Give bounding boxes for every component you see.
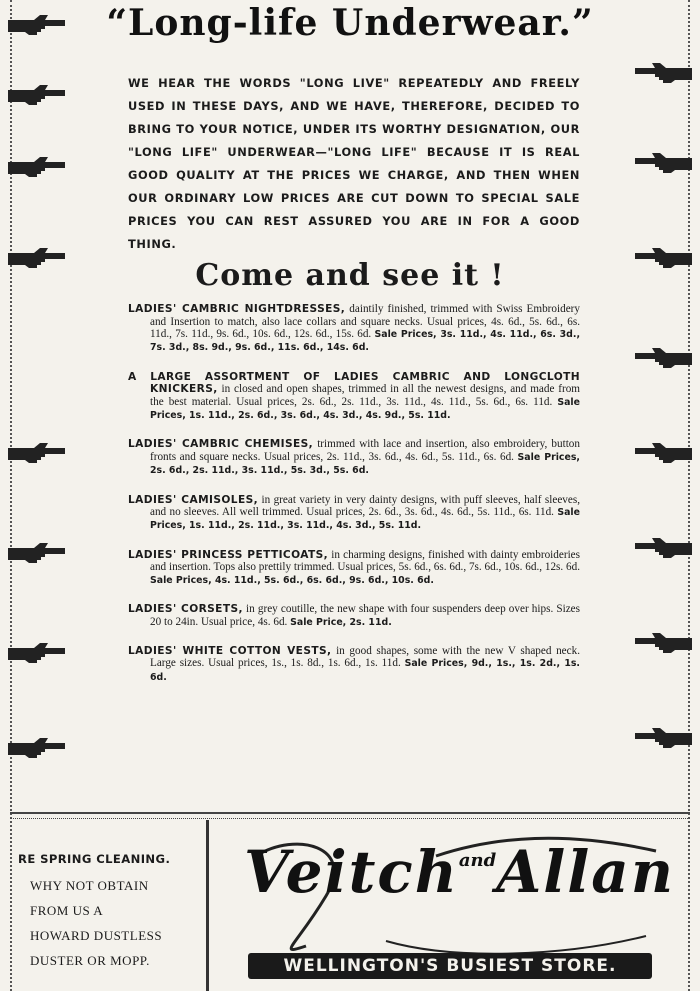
product-heading: LADIES' CAMBRIC CHEMISES, bbox=[128, 438, 314, 451]
product-heading: LADIES' CORSETS, bbox=[128, 603, 243, 616]
store-logo-text bbox=[244, 838, 676, 906]
sale-prices: Sale Prices, 4s. 11d., 5s. 6d., 6s. 6d., 9s. 6d., 10s. 6d. bbox=[150, 574, 434, 586]
notice-line: DUSTER OR MOPP. bbox=[30, 953, 150, 968]
notice-line: WHY NOT OBTAIN bbox=[30, 878, 149, 893]
pointing-hand-icon bbox=[632, 440, 694, 466]
store-logo-block bbox=[236, 836, 676, 986]
pointing-hand-icon bbox=[632, 725, 694, 751]
product-heading: A LARGE ASSORTMENT OF LADIES CAMBRIC AND LONGCLOTH KNICKERS, bbox=[128, 370, 580, 396]
right-column-rule bbox=[688, 0, 700, 991]
product-description: in grey coutille, the new shape with four suspenders deep over hips. Sizes 20 to 24in. Usual price, 4s. 6d. bbox=[150, 603, 580, 628]
product-item bbox=[128, 438, 580, 477]
product-heading: LADIES' PRINCESS PETTICOATS, bbox=[128, 548, 329, 561]
spring-cleaning-notice bbox=[10, 820, 209, 991]
product-item bbox=[128, 371, 580, 423]
notice-line: FROM US A bbox=[30, 903, 104, 918]
product-description: in charming designs, finished with dainty embroideries and insertion. Tops also prettily trimmed. Usual prices, 5s. 6d., 6s. 6d., 7s. 6d., 10s. 6d., 12s. 6d. bbox=[150, 548, 580, 574]
pointing-hand-icon bbox=[6, 82, 68, 108]
pointing-hand-icon bbox=[6, 154, 68, 180]
product-heading: LADIES' CAMBRIC NIGHTDRESSES, bbox=[128, 303, 346, 316]
product-item bbox=[128, 549, 580, 587]
pointing-hand-icon bbox=[6, 440, 68, 466]
product-list bbox=[128, 292, 580, 700]
product-item bbox=[128, 494, 580, 533]
sale-prices: Sale Prices, 2s. 6d., 2s. 11d., 3s. 11d., 5s. 3d., 5s. 6d. bbox=[150, 451, 580, 477]
product-description: in good shapes, some with the new V shaped neck. Large sizes. Usual prices, 1s., 1s. 8d., 1s. 6d., 1s. 11d. bbox=[150, 644, 580, 670]
product-description: in closed and open shapes, trimmed in all the newest designs, and made from the best material. Usual prices, 2s. 6d., 2s. 11d., 3s. 11d., 4s. 11d., 5s. 6d., 6s. 11d. bbox=[150, 383, 580, 408]
sale-prices: Sale Prices, 1s. 11d., 2s. 6d., 3s. 6d., 4s. 3d., 4s. 9d., 5s. 11d. bbox=[150, 396, 580, 422]
store-tagline: WELLINGTON'S BUSIEST STORE. bbox=[248, 953, 652, 979]
sale-prices: Sale Prices, 1s. 11d., 2s. 11d., 3s. 11d., 4s. 3d., 5s. 11d. bbox=[150, 507, 580, 532]
pointing-hand-icon bbox=[6, 640, 68, 666]
logo-name-first: Veitch bbox=[244, 838, 459, 906]
section-divider bbox=[10, 812, 690, 819]
pointing-hand-icon bbox=[632, 150, 694, 176]
notice-line: HOWARD DUSTLESS bbox=[30, 928, 163, 943]
product-description: trimmed with lace and insertion, also embroidery, button fronts and square necks. Usual prices, 2s. 11d., 3s. 6d., 4s. 6d., 5s. 11d., 6s. 6d. bbox=[150, 438, 580, 463]
notice-heading: RE SPRING CLEANING. bbox=[18, 852, 171, 866]
product-heading: LADIES' WHITE COTTON VESTS, bbox=[128, 644, 332, 657]
product-description: in great variety in very dainty designs, with puff sleeves, half sleeves, and no sleeves. All well trimmed. Usual prices, 2s. 6d., 3s. 6d., 4s. 6d., 5s. 11d., 6s. 11d. bbox=[150, 493, 581, 519]
product-item bbox=[128, 603, 580, 629]
subheadline: Come and see it ! bbox=[195, 258, 505, 293]
pointing-hand-icon bbox=[6, 735, 68, 761]
headline: “Long-life Underwear.” bbox=[106, 2, 594, 44]
pointing-hand-icon bbox=[6, 540, 68, 566]
sale-prices: Sale Prices, 3s. 11d., 4s. 11d., 6s. 3d., 7s. 3d., 8s. 9d., 9s. 6d., 11s. 6d., 14s. 6d. bbox=[150, 329, 581, 354]
pointing-hand-icon bbox=[632, 630, 694, 656]
pointing-hand-icon bbox=[632, 345, 694, 371]
pointing-hand-icon bbox=[632, 60, 694, 86]
intro-paragraph: WE HEAR THE WORDS "LONG LIVE" REPEATEDLY AND FREELY USED IN THESE DAYS, AND WE HAVE, THEREFORE, DECIDED TO BRING TO YOUR NOTICE, UNDER ITS WORTHY DESIGNATION, OUR "LONG LIFE" UNDERWEAR—"LONG LIFE" BECAUSE IT IS REAL GOOD QUALITY AT THE PRICES WE CHARGE, AND THEN WHEN OUR ORDINARY LOW PRICES ARE CUT DOWN TO SPECIAL SALE PRICES YOU CAN REST ASSURED YOU ARE IN FOR A GOOD THING. bbox=[128, 76, 580, 251]
sale-prices: Sale Prices, 9d., 1s., 1s. 2d., 1s. 6d. bbox=[150, 658, 580, 683]
product-description: daintily finished, trimmed with Swiss Embroidery and Insertion to match, also lace collars and square necks. Usual prices, 4s. 6d., 5s. 6d., 6s. 11d., 7s. 11d., 9s. 6d., 10s. 6d., 12s. 6d., 15s. 6d. bbox=[150, 303, 580, 340]
product-item bbox=[128, 645, 580, 684]
product-item bbox=[128, 303, 580, 355]
sale-prices: Sale Price, 2s. 11d. bbox=[290, 616, 392, 628]
logo-and: and bbox=[458, 850, 497, 871]
pointing-hand-icon bbox=[632, 535, 694, 561]
logo-name-second: Allan bbox=[496, 838, 676, 906]
product-heading: LADIES' CAMISOLES, bbox=[128, 493, 259, 506]
